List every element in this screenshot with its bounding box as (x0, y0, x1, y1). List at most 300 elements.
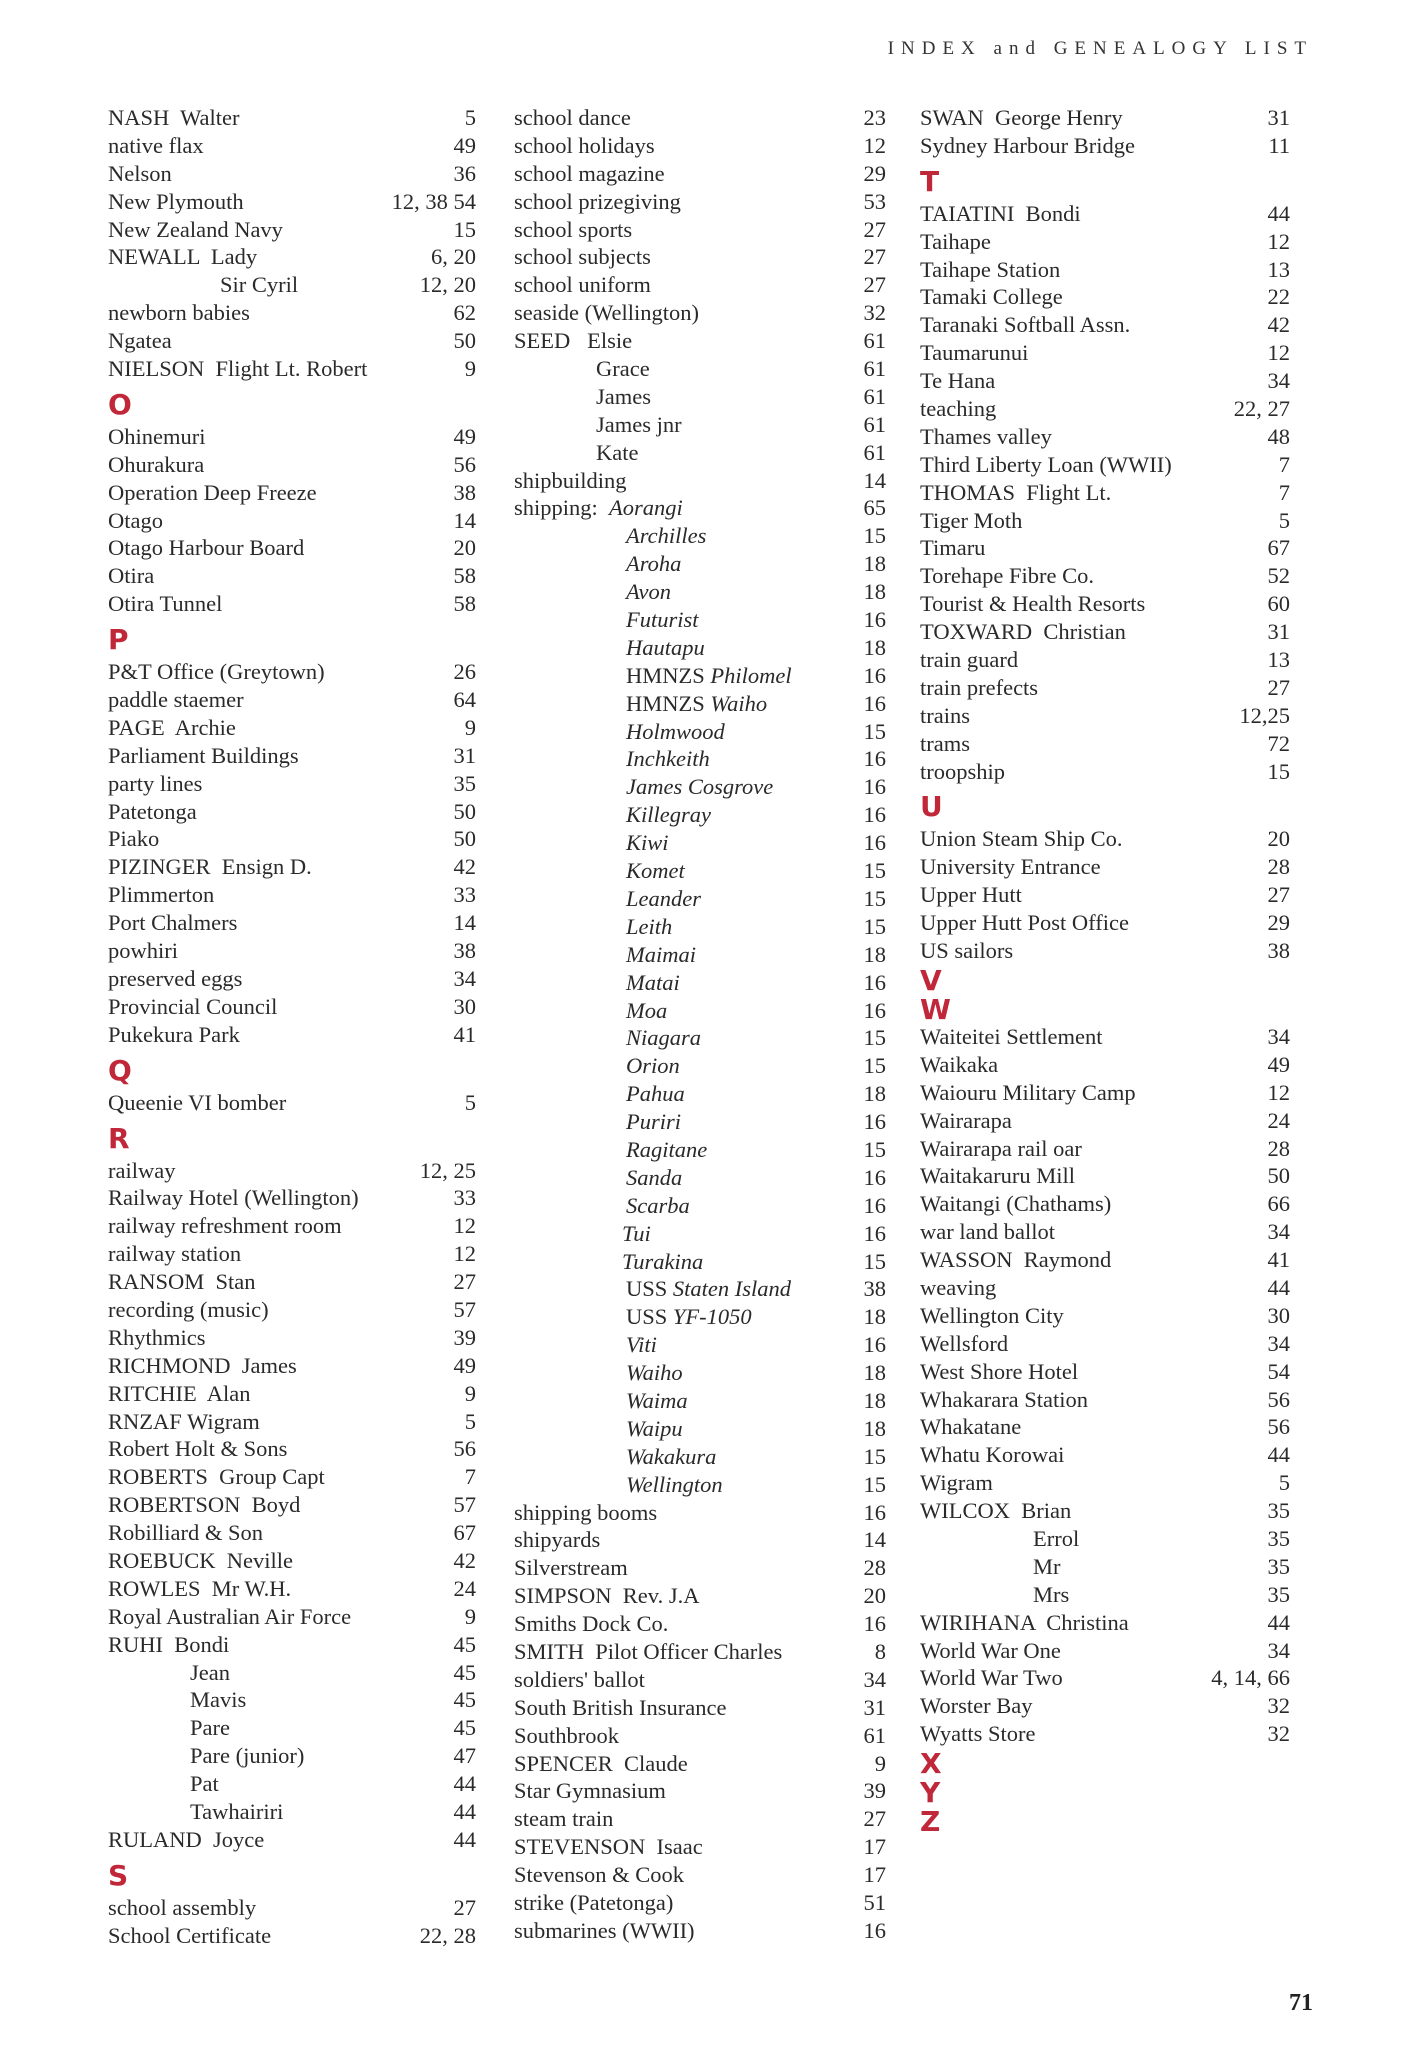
entry-term: strike (Patetonga) (514, 1890, 674, 1915)
index-entry (108, 534, 476, 562)
entry-pages: 42 (453, 1547, 476, 1573)
entry-pages: 9 (464, 1603, 476, 1629)
entry-pages: 44 (1267, 1274, 1290, 1300)
entry-pages: 31 (453, 742, 476, 768)
index-entry (514, 160, 886, 188)
entry-pages: 38 (1267, 938, 1290, 964)
entry-term: native flax (108, 132, 204, 158)
ship-name: Wellington (626, 1471, 723, 1497)
entry-term: Errol (1033, 1525, 1080, 1551)
entry-term: World War Two (920, 1665, 1063, 1691)
index-entry (108, 825, 476, 853)
entry-term: James (596, 383, 651, 409)
index-entry (514, 773, 886, 801)
entry-pages: 58 (453, 591, 476, 617)
entry-pages: 15 (863, 718, 886, 744)
entry-pages: 41 (1267, 1247, 1290, 1273)
index-entry (514, 439, 886, 467)
index-entry (108, 658, 476, 686)
entry-term: Waiteitei Settlement (920, 1023, 1103, 1049)
index-entry (514, 1777, 886, 1805)
ship-name: Waima (626, 1387, 688, 1413)
entry-term: Nelson (108, 160, 172, 186)
entry-term: newborn babies (108, 300, 250, 326)
entry-term-prefix: shipping: (514, 495, 610, 521)
index-entry (108, 714, 476, 742)
ship-name: Wakakura (626, 1443, 717, 1469)
index-entry (514, 634, 886, 662)
entry-pages: 28 (1267, 854, 1290, 880)
entry-pages: 66 (1267, 1191, 1290, 1217)
entry-term: RUHI Bondi (108, 1631, 230, 1657)
index-entry (108, 1352, 476, 1380)
index-entry (514, 1582, 886, 1610)
entry-term: school prizegiving (514, 188, 681, 214)
entry-pages: 16 (863, 997, 886, 1023)
entry-term: train guard (920, 647, 1019, 673)
entry-term: paddle staemer (108, 687, 244, 713)
entry-pages: 32 (863, 300, 886, 326)
entry-pages: 14 (863, 1527, 886, 1553)
index-entry (514, 299, 886, 327)
entry-term (626, 1136, 707, 1164)
entry-pages: 44 (453, 1798, 476, 1824)
index-entry (920, 423, 1290, 451)
entry-term: Wairarapa rail oar (920, 1135, 1082, 1161)
entry-pages: 34 (1267, 1330, 1290, 1356)
entry-pages: 15 (863, 1248, 886, 1274)
entry-pages: 13 (1267, 256, 1290, 282)
entry-term: Otira Tunnel (108, 591, 223, 617)
index-entry (514, 1164, 886, 1192)
entry-term (626, 1164, 682, 1192)
index-entry (514, 718, 886, 746)
ship-name: Orion (626, 1053, 680, 1079)
entry-pages: 48 (1267, 423, 1290, 449)
entry-term: recording (music) (108, 1296, 269, 1322)
entry-pages: 44 (453, 1826, 476, 1852)
section-letter: O (108, 387, 132, 421)
index-entry (920, 1469, 1290, 1497)
entry-term (626, 550, 681, 578)
entry-term (626, 1024, 701, 1052)
entry-term: Taranaki Softball Assn. (920, 312, 1131, 338)
entry-pages: 50 (453, 798, 476, 824)
entry-term (626, 745, 710, 773)
index-entry (108, 451, 476, 479)
index-entry (920, 881, 1290, 909)
entry-pages: 18 (863, 1081, 886, 1107)
section-letter: W (920, 992, 951, 1026)
index-entry (920, 1274, 1290, 1302)
index-entry (514, 271, 886, 299)
entry-term: School Certificate (108, 1922, 272, 1948)
index-entry (514, 1526, 886, 1554)
entry-pages: 24 (453, 1575, 476, 1601)
entry-term (514, 494, 683, 522)
entry-pages: 32 (1267, 1721, 1290, 1747)
index-entry (920, 1358, 1290, 1386)
entry-pages: 5 (464, 1089, 476, 1115)
index-entry (108, 770, 476, 798)
section-letter: P (108, 623, 129, 657)
index-entry (920, 507, 1290, 535)
entry-pages: 35 (1267, 1498, 1290, 1524)
index-entry (108, 798, 476, 826)
entry-pages: 60 (1267, 591, 1290, 617)
index-entry (514, 1248, 886, 1276)
ship-name: Niagara (626, 1025, 702, 1051)
entry-term (626, 913, 672, 941)
index-entry (108, 1212, 476, 1240)
entry-term: Tamaki College (920, 284, 1063, 310)
entry-term: Rhythmics (108, 1324, 206, 1350)
entry-term (626, 969, 680, 997)
ship-name: Killegray (626, 802, 711, 828)
entry-pages: 16 (863, 969, 886, 995)
entry-term: submarines (WWII) (514, 1917, 695, 1943)
index-entry (108, 937, 476, 965)
entry-pages: 44 (453, 1771, 476, 1797)
entry-term (626, 857, 685, 885)
entry-term (626, 941, 696, 969)
index-entry (920, 937, 1290, 965)
entry-term: ROBERTS Group Capt (108, 1464, 325, 1490)
entry-term (626, 1415, 683, 1443)
entry-pages: 67 (1267, 535, 1290, 561)
entry-pages: 12 (1267, 228, 1290, 254)
entry-pages: 35 (453, 770, 476, 796)
entry-pages: 16 (863, 802, 886, 828)
entry-term: powhiri (108, 938, 178, 964)
index-entry (514, 104, 886, 132)
index-entry (514, 132, 886, 160)
entry-pages: 14 (453, 507, 476, 533)
entry-term: seaside (Wellington) (514, 300, 700, 326)
index-entry (920, 1637, 1290, 1665)
index-entry (514, 1750, 886, 1778)
entry-term: school assembly (108, 1894, 257, 1920)
entry-term: trams (920, 730, 970, 756)
index-entry (514, 1052, 886, 1080)
index-entry (108, 188, 476, 216)
index-entry (108, 909, 476, 937)
entry-term: Sydney Harbour Bridge (920, 132, 1135, 158)
entry-pages: 15 (1267, 758, 1290, 784)
ship-name: Moa (626, 997, 668, 1023)
entry-pages: 9 (464, 1380, 476, 1406)
index-entry (514, 1471, 886, 1499)
index-entry (920, 228, 1290, 256)
entry-term: NASH Walter (108, 105, 240, 130)
entry-pages: 27 (863, 1806, 886, 1832)
index-entry (514, 411, 886, 439)
entry-term (626, 578, 671, 606)
entry-pages: 33 (453, 882, 476, 908)
index-entry (514, 467, 886, 495)
running-header: INDEX and GENEALOGY LIST (887, 38, 1313, 59)
entry-term: Otira (108, 563, 155, 589)
index-entry (514, 550, 886, 578)
entry-term: Worster Bay (920, 1693, 1033, 1719)
entry-term: school holidays (514, 132, 655, 158)
entry-pages: 16 (863, 607, 886, 633)
index-entry (514, 662, 886, 690)
entry-term (626, 885, 701, 913)
entry-pages: 39 (863, 1778, 886, 1804)
entry-term: Ngatea (108, 328, 172, 354)
entry-pages: 9 (464, 356, 476, 382)
ship-name: Puriri (626, 1109, 682, 1135)
index-entry (108, 1575, 476, 1603)
entry-pages: 16 (863, 690, 886, 716)
entry-pages: 17 (863, 1834, 886, 1860)
index-entry (514, 857, 886, 885)
index-entry (920, 1553, 1290, 1581)
entry-pages: 9 (464, 714, 476, 740)
entry-pages: 27 (1267, 674, 1290, 700)
entry-term-prefix: HMNZS (626, 662, 711, 688)
entry-term: Waitakaruru Mill (920, 1163, 1076, 1189)
index-entry (920, 1441, 1290, 1469)
entry-pages: 61 (863, 328, 886, 354)
entry-term: Port Chalmers (108, 910, 238, 936)
index-entry (514, 913, 886, 941)
entry-term: Otago Harbour Board (108, 535, 305, 561)
entry-pages: 61 (863, 439, 886, 465)
entry-pages: 72 (1267, 730, 1290, 756)
entry-pages: 34 (1267, 1023, 1290, 1049)
entry-term: weaving (920, 1274, 997, 1300)
ship-name: Aorangi (609, 495, 683, 521)
entry-term: Silverstream (514, 1555, 628, 1581)
entry-pages: 5 (464, 1408, 476, 1434)
entry-term (626, 606, 699, 634)
entry-term: Railway Hotel (Wellington) (108, 1185, 359, 1211)
entry-term: SEED Elsie (514, 328, 633, 354)
entry-term: RNZAF Wigram (108, 1408, 260, 1434)
entry-term: teaching (920, 396, 997, 422)
entry-term (626, 997, 667, 1025)
index-entry (920, 618, 1290, 646)
entry-term (626, 662, 792, 690)
index-entry (514, 1331, 886, 1359)
ship-name: Philomel (710, 662, 792, 688)
entry-pages: 65 (863, 495, 886, 521)
index-entry (108, 479, 476, 507)
entry-pages: 50 (453, 328, 476, 354)
entry-term: Robilliard & Son (108, 1520, 264, 1546)
ship-name: Leander (626, 885, 701, 911)
index-entry (514, 1610, 886, 1638)
index-entry (108, 1240, 476, 1268)
entry-pages: 27 (863, 216, 886, 242)
entry-pages: 6, 20 (431, 244, 476, 270)
entry-term (626, 1108, 681, 1136)
ship-name: James Cosgrove (626, 774, 774, 800)
entry-term: University Entrance (920, 854, 1101, 880)
entry-pages: 15 (863, 1053, 886, 1079)
index-column-1 (108, 104, 476, 1950)
entry-term: WIRIHANA Christina (920, 1609, 1129, 1635)
index-entry (108, 355, 476, 383)
entry-pages: 5 (464, 105, 476, 130)
entry-pages: 53 (863, 188, 886, 214)
entry-term: preserved eggs (108, 965, 243, 991)
ship-name: Waiho (626, 1360, 683, 1386)
entry-term (626, 634, 705, 662)
entry-pages: 16 (863, 662, 886, 688)
entry-term: WASSON Raymond (920, 1247, 1112, 1273)
entry-term: South British Insurance (514, 1694, 727, 1720)
entry-term: TOXWARD Christian (920, 619, 1126, 645)
entry-pages: 15 (863, 1025, 886, 1051)
index-entry (514, 1833, 886, 1861)
entry-term: Wellington City (920, 1302, 1064, 1328)
entry-pages: 51 (863, 1890, 886, 1915)
index-entry (920, 534, 1290, 562)
entry-pages: 31 (1267, 105, 1290, 130)
section-letter: Q (108, 1053, 132, 1087)
entry-term: Tourist & Health Resorts (920, 591, 1146, 617)
entry-term: Wyatts Store (920, 1721, 1036, 1747)
index-entry (920, 702, 1290, 730)
index-entry (920, 1079, 1290, 1107)
entry-pages: 12, 20 (419, 272, 476, 298)
entry-pages: 61 (863, 411, 886, 437)
entry-term: school sports (514, 216, 633, 242)
index-entry (514, 745, 886, 773)
index-entry (108, 1922, 476, 1950)
entry-pages: 22 (1267, 284, 1290, 310)
index-entry (108, 327, 476, 355)
index-entry (108, 562, 476, 590)
index-entry (108, 423, 476, 451)
index-entry (514, 1443, 886, 1471)
entry-term: Pare (junior) (190, 1743, 305, 1769)
index-entry (920, 1692, 1290, 1720)
entry-term (626, 801, 711, 829)
entry-pages: 64 (453, 687, 476, 713)
entry-term: NEWALL Lady (108, 244, 258, 270)
index-entry (920, 132, 1290, 160)
entry-term: World War One (920, 1637, 1061, 1663)
section-letter: R (108, 1121, 130, 1155)
entry-term: PIZINGER Ensign D. (108, 854, 312, 880)
index-entry (108, 1603, 476, 1631)
entry-pages: 44 (1267, 1609, 1290, 1635)
index-column-2 (514, 104, 886, 1945)
entry-term: Operation Deep Freeze (108, 479, 317, 505)
index-entry (108, 742, 476, 770)
index-entry (514, 1108, 886, 1136)
entry-term (626, 1359, 683, 1387)
ship-name: Komet (626, 858, 685, 884)
entry-term (622, 1220, 651, 1248)
index-entry (108, 590, 476, 618)
index-entry (920, 1023, 1290, 1051)
entry-term: Te Hana (920, 368, 996, 394)
index-entry (920, 674, 1290, 702)
entry-term: WILCOX Brian (920, 1498, 1072, 1524)
entry-pages: 61 (863, 356, 886, 382)
page-number: 71 (1289, 1990, 1313, 2016)
index-entry (920, 825, 1290, 853)
entry-term: RITCHIE Alan (108, 1380, 251, 1406)
entry-term: Mavis (190, 1687, 247, 1713)
entry-pages: 57 (453, 1492, 476, 1518)
ship-name: Scarba (626, 1192, 690, 1218)
entry-pages: 45 (453, 1659, 476, 1685)
index-entry (108, 1296, 476, 1324)
index-entry (108, 299, 476, 327)
index-entry (920, 1107, 1290, 1135)
index-entry (514, 383, 886, 411)
entry-pages: 42 (1267, 312, 1290, 338)
entry-pages: 29 (1267, 910, 1290, 936)
entry-pages: 16 (863, 1332, 886, 1358)
entry-pages: 16 (863, 1611, 886, 1637)
entry-pages: 7 (464, 1464, 476, 1490)
entry-pages: 27 (453, 1894, 476, 1920)
index-entry (920, 200, 1290, 228)
entry-term: New Zealand Navy (108, 216, 283, 242)
index-entry (920, 1581, 1290, 1609)
entry-pages: 20 (1267, 826, 1290, 852)
entry-pages: 49 (453, 1352, 476, 1378)
entry-term: school subjects (514, 244, 651, 270)
entry-term-prefix: HMNZS (626, 690, 711, 716)
entry-term: P&T Office (Greytown) (108, 659, 325, 685)
entry-term: New Plymouth (108, 188, 244, 214)
entry-term: Upper Hutt (920, 882, 1022, 908)
entry-pages: 12 (453, 1241, 476, 1267)
index-entry (514, 690, 886, 718)
index-entry (920, 451, 1290, 479)
entry-term (626, 829, 669, 857)
entry-term: Sir Cyril (220, 272, 299, 298)
index-entry (108, 1770, 476, 1798)
index-entry (920, 1302, 1290, 1330)
index-entry (514, 1303, 886, 1331)
entry-pages: 35 (1267, 1553, 1290, 1579)
index-entry (514, 969, 886, 997)
entry-pages: 30 (453, 993, 476, 1019)
index-entry (514, 1415, 886, 1443)
entry-term: SMITH Pilot Officer Charles (514, 1638, 783, 1664)
entry-pages: 16 (863, 1109, 886, 1135)
entry-pages: 14 (863, 467, 886, 493)
entry-term: Queenie VI bomber (108, 1089, 287, 1115)
index-entry (920, 395, 1290, 423)
ship-name: Sanda (626, 1164, 683, 1190)
index-entry (108, 881, 476, 909)
entry-term: Upper Hutt Post Office (920, 910, 1129, 936)
entry-term: war land ballot (920, 1219, 1055, 1245)
entry-term: Waikaka (920, 1051, 999, 1077)
entry-term: Mr (1033, 1553, 1061, 1579)
entry-pages: 41 (453, 1021, 476, 1047)
entry-pages: 7 (1278, 451, 1290, 477)
entry-pages: 33 (453, 1185, 476, 1211)
ship-name: Matai (626, 969, 680, 995)
entry-term: Pare (190, 1715, 230, 1741)
entry-term: Plimmerton (108, 882, 215, 908)
entry-pages: 61 (863, 1722, 886, 1748)
section-letter: V (920, 963, 942, 997)
entry-pages: 27 (1267, 882, 1290, 908)
index-entry (108, 1826, 476, 1854)
